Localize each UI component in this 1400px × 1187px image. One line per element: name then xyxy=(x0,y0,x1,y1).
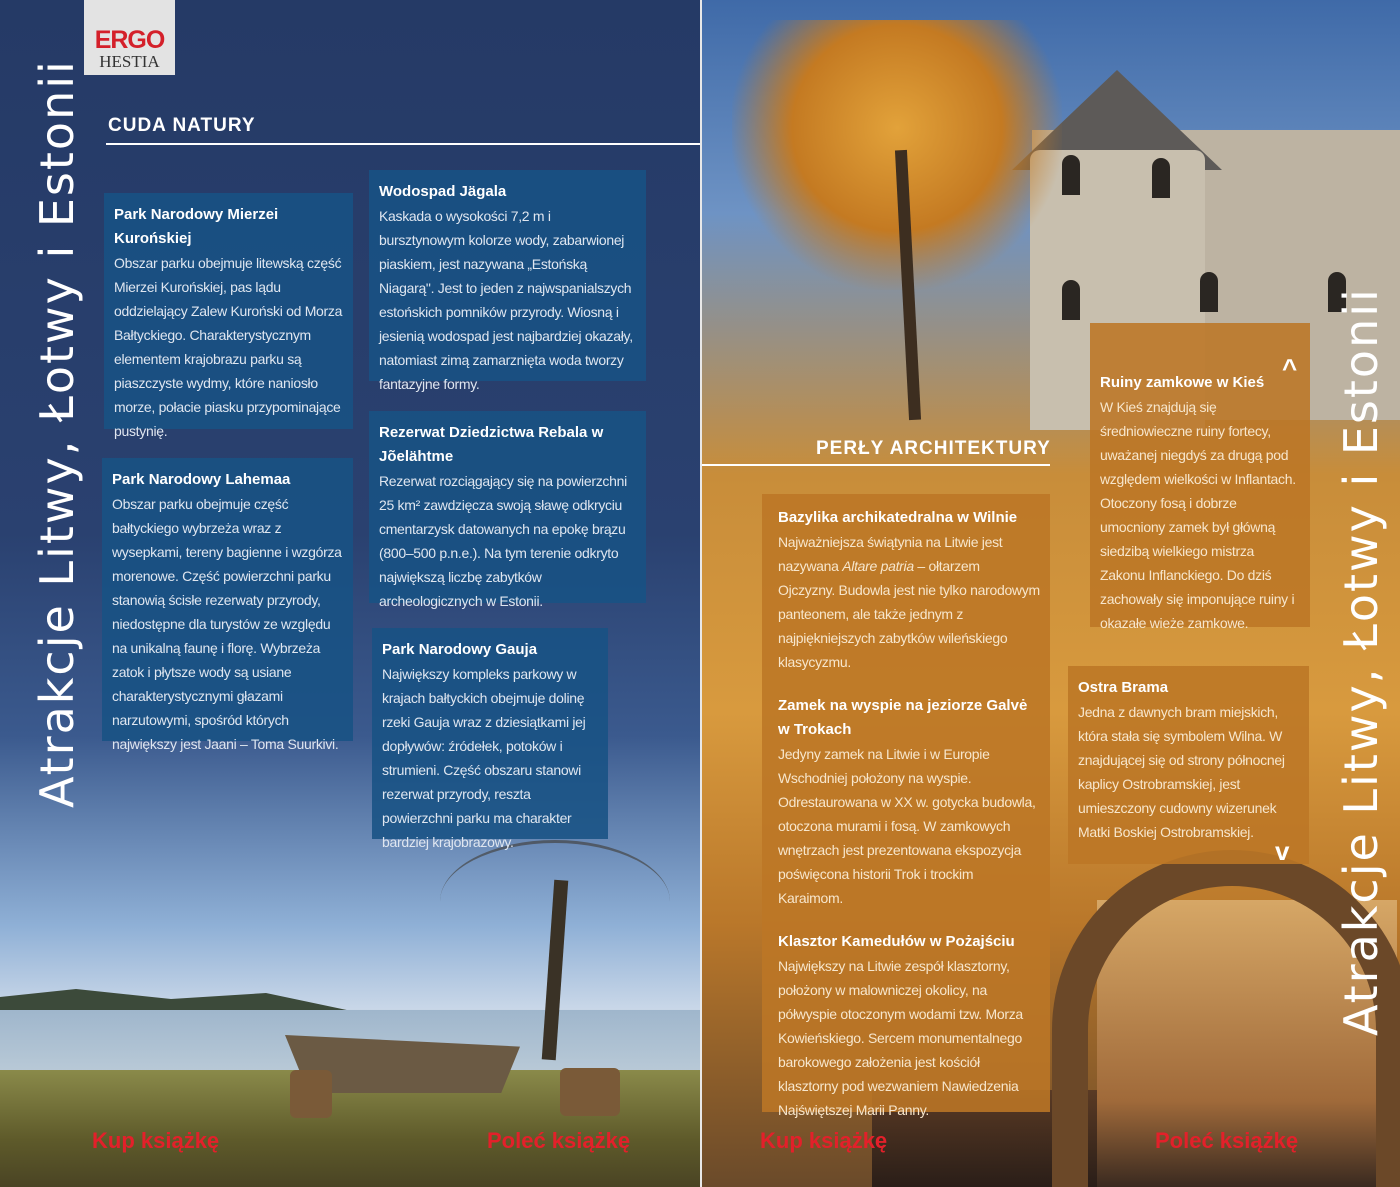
info-box-kuronska xyxy=(104,193,353,439)
box-title: Wodospad Jägala xyxy=(379,183,507,200)
info-box-rebala xyxy=(369,411,646,609)
info-box-kies xyxy=(1090,323,1310,631)
barrel xyxy=(560,1068,620,1116)
right-page xyxy=(702,0,1400,1187)
buy-book-link[interactable]: Kup książkę xyxy=(92,1128,220,1153)
vertical-title-left: Atrakcje Litwy, Łotwy i Estonii xyxy=(30,59,84,808)
box-text: Jedyny zamek na Litwie i w Europie Wschodniej położony na wyspie. Odrestaurowana w XX w. gotycka budowla, otoczona murami i fosą. W zamkowych wnętrzach jest prezentowana ekspozycja poświęcona historii Trok i trockim Karaimom. xyxy=(778,746,1036,906)
ergo-hestia-logo[interactable] xyxy=(84,0,175,75)
box-text: Obszar parku obejmuje litewską część Mierzei Kurońskiej, pas lądu oddzielający Zalew Kuroński od Morza Bałtyckiego. Charakterystycznym elementem krajobrazu parku są piaszczyste wydmy, które naniosło morze, połacie piasku przypominające pustynię. xyxy=(114,255,343,439)
buy-book-link[interactable]: Kup książkę xyxy=(760,1128,888,1153)
box-text: Obszar parku obejmuje część bałtyckiego wybrzeża wraz z wysepkami, tereny bagienne i wzgórza morenowe. Część powierzchni parku stanowią ścisłe rezerwaty przyrody, niedostępne dla turystów ze względu na unikalną faunę i florę. Wybrzeża zatok i płytsze wody są usiane charakterystycznymi głazami narzutowymi, spośród których największy jest Jaani – Toma Suurkivi. xyxy=(112,496,342,752)
box-title: Ruiny zamkowe w Kieś xyxy=(1100,374,1265,391)
info-box-jagala xyxy=(369,170,646,392)
tower-window xyxy=(1152,158,1170,198)
recommend-book-link[interactable]: Poleć książkę xyxy=(487,1128,631,1153)
logo-line1: ERGO xyxy=(94,26,165,54)
scroll-down-icon[interactable]: v xyxy=(1275,836,1290,866)
box-text: Kaskada o wysokości 7,2 m i bursztynowym kolorze wody, zabarwionej piaskiem, jest nazywana „Estońską Niagarą". Jest to jeden z najwspanialszych estońskich pomników przyrody. Wiosną i jesienią wodospad jest najbardziej okazały, natomiast zimą zamarznięta woda tworzy fantazyjne formy. xyxy=(379,208,633,392)
info-box-architecture-column xyxy=(762,494,1050,1118)
box-text: Największy kompleks parkowy w krajach bałtyckich obejmuje dolinę rzeki Gauja wraz z dziesiątkami jej dopływów: źródełek, potoków i strumieni. Część obszaru stanowi rezerwat przyrody, reszta powierzchni parku ma charakter bardziej krajobrazowy. xyxy=(382,666,586,850)
box-title: Park Narodowy Mierzei Kurońskiej xyxy=(114,206,279,247)
box-title: Park Narodowy Lahemaa xyxy=(112,471,291,488)
section-divider xyxy=(702,464,1050,466)
barrel xyxy=(290,1070,332,1118)
info-box-lahemaa xyxy=(102,458,353,752)
box-title: Zamek na wyspie na jeziorze Galvė w Trokach xyxy=(778,697,1028,738)
section-divider xyxy=(106,143,700,145)
logo-line2: HESTIA xyxy=(99,52,160,71)
info-box-gauja xyxy=(372,628,608,850)
box-text: Jedna z dawnych bram miejskich, która stała się symbolem Wilna. W znajdującej się od strony północnej kaplicy Ostrobramskiej, jest umieszczony cudowny wizerunek Matki Boskiej Ostrobramskiej. xyxy=(1078,704,1285,840)
box-title: Rezerwat Dziedzictwa Rebala w Jõelähtme xyxy=(379,424,604,465)
tower-window xyxy=(1062,280,1080,320)
tower-window xyxy=(1062,155,1080,195)
box-text: W Kieś znajdują się średniowieczne ruiny fortecy, uważanej niegdyś za drugą pod względem wielkości w Inflantach. Otoczony fosą i dobrze umocniony zamek był główną siedzibą wielkiego mistrza Zakonu Inflanckiego. Do dziś zachowały się imponujące ruiny i okazałe wieże zamkowe. xyxy=(1100,399,1296,631)
box-text xyxy=(778,530,1040,674)
box-text: Największy na Litwie zespół klasztorny, położony w malowniczej okolicy, na półwyspie otoczonym wodami tzw. Morza Kowieńskiego. Sercem monumentalnego barokowego założenia jest kościół klasztorny pod wezwaniem Nawiedzenia Najświętszej Marii Panny. xyxy=(778,958,1023,1118)
box-title: Ostra Brama xyxy=(1078,679,1169,696)
wall-window xyxy=(1200,272,1218,312)
box-text: Rezerwat rozciągający się na powierzchni 25 km² zawdzięcza swoją sławę odkryciu cmentarzysk datowanych na epokę brązu (800–500 p.n.e.). Na tym terenie odkryto największą liczbę zabytków archeologicznych w Estonii. xyxy=(379,473,627,609)
section-title-nature: CUDA NATURY xyxy=(108,115,256,136)
box-text-italic: Altare patria xyxy=(842,558,914,574)
scroll-up-icon[interactable]: ^ xyxy=(1282,353,1298,383)
box-title: Bazylika archikatedralna w Wilnie xyxy=(778,509,1018,526)
box-text-part: Najważniejsza świątynia na Litwie jest nazywana xyxy=(778,534,1003,574)
info-box-ostra-brama xyxy=(1068,666,1309,864)
box-text-part: – ołtarzem Ojczyzny. Budowla jest nie tylko narodowym panteonem, ale także jednym z najpiękniejszych zabytków wileńskiego klasycyzmu. xyxy=(778,558,1040,670)
recommend-book-link[interactable]: Poleć książkę xyxy=(1155,1128,1299,1153)
box-title: Park Narodowy Gauja xyxy=(382,641,538,658)
section-title-architecture: PERŁY ARCHITEKTURY xyxy=(816,438,1051,459)
box-title: Klasztor Kamedułów w Pożajściu xyxy=(778,933,1015,950)
vertical-title-right: Atrakcje Litwy, Łotwy i Estonii xyxy=(1334,287,1388,1036)
